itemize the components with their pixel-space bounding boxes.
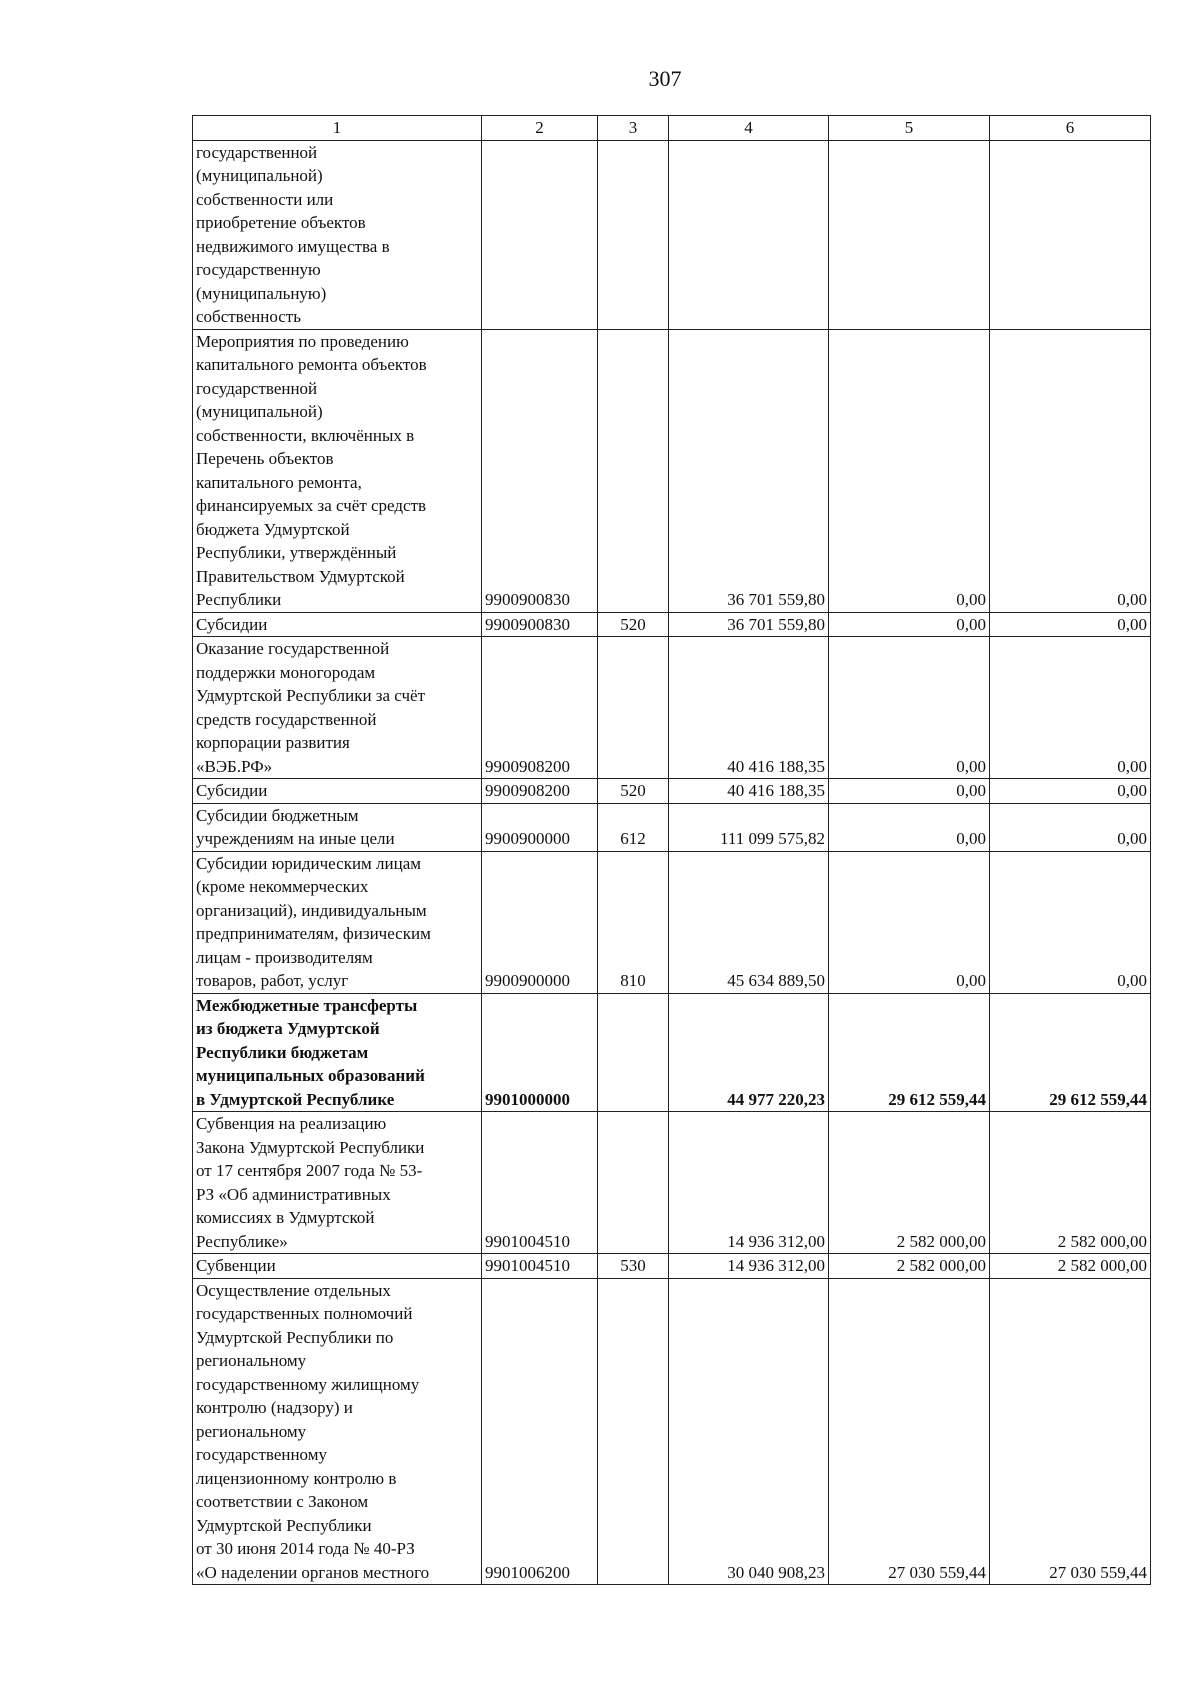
row-expense-type: 612 xyxy=(598,803,669,851)
row-amount-4 xyxy=(669,140,829,329)
row-expense-type xyxy=(598,637,669,779)
row-name: Субсидии бюджетным учреждениям на иные цели xyxy=(193,803,482,851)
table-header-row xyxy=(193,116,1151,141)
row-amount-5: 0,00 xyxy=(829,851,990,993)
table-row xyxy=(193,779,1151,804)
budget-table xyxy=(192,115,1151,1585)
row-expense-type: 530 xyxy=(598,1254,669,1279)
row-amount-4: 40 416 188,35 xyxy=(669,637,829,779)
row-amount-6: 0,00 xyxy=(990,329,1151,612)
row-amount-4: 44 977 220,23 xyxy=(669,993,829,1112)
row-name: Субсидии xyxy=(193,612,482,637)
column-header: 1 xyxy=(193,116,482,141)
row-code: 9900908200 xyxy=(482,637,598,779)
row-code: 9900900000 xyxy=(482,803,598,851)
row-amount-4: 111 099 575,82 xyxy=(669,803,829,851)
row-amount-6 xyxy=(990,140,1151,329)
row-amount-5: 0,00 xyxy=(829,637,990,779)
column-header: 5 xyxy=(829,116,990,141)
row-amount-5: 29 612 559,44 xyxy=(829,993,990,1112)
row-name: Субсидии xyxy=(193,779,482,804)
row-amount-5: 0,00 xyxy=(829,803,990,851)
row-name: Осуществление отдельных государственных полномочий Удмуртской Республики по региональному государственному жилищному контролю (надзору) и региональному государственному лицензионному контролю в соответствии с Законом Удмуртской Республики от 30 июня 2014 года № 40-РЗ «О наделении органов местного xyxy=(193,1278,482,1585)
page-number: 307 xyxy=(648,66,682,91)
row-amount-5 xyxy=(829,140,990,329)
row-amount-5: 0,00 xyxy=(829,329,990,612)
row-amount-4: 36 701 559,80 xyxy=(669,612,829,637)
row-amount-4: 45 634 889,50 xyxy=(669,851,829,993)
row-amount-6: 0,00 xyxy=(990,637,1151,779)
row-name: Мероприятия по проведению капитального ремонта объектов государственной (муниципальной) собственности, включённых в Перечень объектов капитального ремонта, финансируемых за счёт средств бюджета Удмуртской Республики, утверждённый Правительством Удмуртской Республики xyxy=(193,329,482,612)
row-code: 9901004510 xyxy=(482,1112,598,1254)
row-amount-6: 0,00 xyxy=(990,779,1151,804)
row-amount-6: 0,00 xyxy=(990,612,1151,637)
column-header: 6 xyxy=(990,116,1151,141)
table-row xyxy=(193,993,1151,1112)
row-code: 9900900830 xyxy=(482,612,598,637)
row-code: 9901004510 xyxy=(482,1254,598,1279)
row-amount-5: 2 582 000,00 xyxy=(829,1112,990,1254)
row-code: 9900908200 xyxy=(482,779,598,804)
row-amount-4: 14 936 312,00 xyxy=(669,1112,829,1254)
row-amount-5: 0,00 xyxy=(829,779,990,804)
row-amount-5: 27 030 559,44 xyxy=(829,1278,990,1585)
row-expense-type: 520 xyxy=(598,779,669,804)
table-row xyxy=(193,140,1151,329)
row-amount-6: 29 612 559,44 xyxy=(990,993,1151,1112)
row-expense-type xyxy=(598,1112,669,1254)
table-row xyxy=(193,803,1151,851)
row-amount-4: 14 936 312,00 xyxy=(669,1254,829,1279)
row-code: 9900900830 xyxy=(482,329,598,612)
column-header: 3 xyxy=(598,116,669,141)
row-amount-4: 40 416 188,35 xyxy=(669,779,829,804)
row-amount-5: 0,00 xyxy=(829,612,990,637)
row-name: Субсидии юридическим лицам (кроме некоммерческих организаций), индивидуальным предпринимателям, физическим лицам - производителям товаров, работ, услуг xyxy=(193,851,482,993)
row-amount-6: 27 030 559,44 xyxy=(990,1278,1151,1585)
row-expense-type xyxy=(598,329,669,612)
row-code xyxy=(482,140,598,329)
table-row xyxy=(193,1278,1151,1585)
row-amount-4: 30 040 908,23 xyxy=(669,1278,829,1585)
row-name: государственной (муниципальной) собственности или приобретение объектов недвижимого имущества в государственную (муниципальную) собственность xyxy=(193,140,482,329)
row-amount-6: 0,00 xyxy=(990,803,1151,851)
row-name: Субвенция на реализацию Закона Удмуртской Республики от 17 сентября 2007 года № 53- РЗ «Об административных комиссиях в Удмуртской Республике» xyxy=(193,1112,482,1254)
row-expense-type: 520 xyxy=(598,612,669,637)
table-row xyxy=(193,637,1151,779)
table-row xyxy=(193,612,1151,637)
row-expense-type xyxy=(598,140,669,329)
row-amount-5: 2 582 000,00 xyxy=(829,1254,990,1279)
row-expense-type xyxy=(598,993,669,1112)
row-name: Оказание государственной поддержки моногородам Удмуртской Республики за счёт средств государственной корпорации развития «ВЭБ.РФ» xyxy=(193,637,482,779)
row-amount-4: 36 701 559,80 xyxy=(669,329,829,612)
table-row xyxy=(193,1112,1151,1254)
row-code: 9901006200 xyxy=(482,1278,598,1585)
row-code: 9901000000 xyxy=(482,993,598,1112)
column-header: 2 xyxy=(482,116,598,141)
row-expense-type xyxy=(598,1278,669,1585)
row-name: Межбюджетные трансферты из бюджета Удмуртской Республики бюджетам муниципальных образований в Удмуртской Республике xyxy=(193,993,482,1112)
column-header: 4 xyxy=(669,116,829,141)
row-expense-type: 810 xyxy=(598,851,669,993)
row-code: 9900900000 xyxy=(482,851,598,993)
table-row xyxy=(193,851,1151,993)
row-name: Субвенции xyxy=(193,1254,482,1279)
table-row xyxy=(193,329,1151,612)
row-amount-6: 0,00 xyxy=(990,851,1151,993)
table-row xyxy=(193,1254,1151,1279)
row-amount-6: 2 582 000,00 xyxy=(990,1112,1151,1254)
row-amount-6: 2 582 000,00 xyxy=(990,1254,1151,1279)
